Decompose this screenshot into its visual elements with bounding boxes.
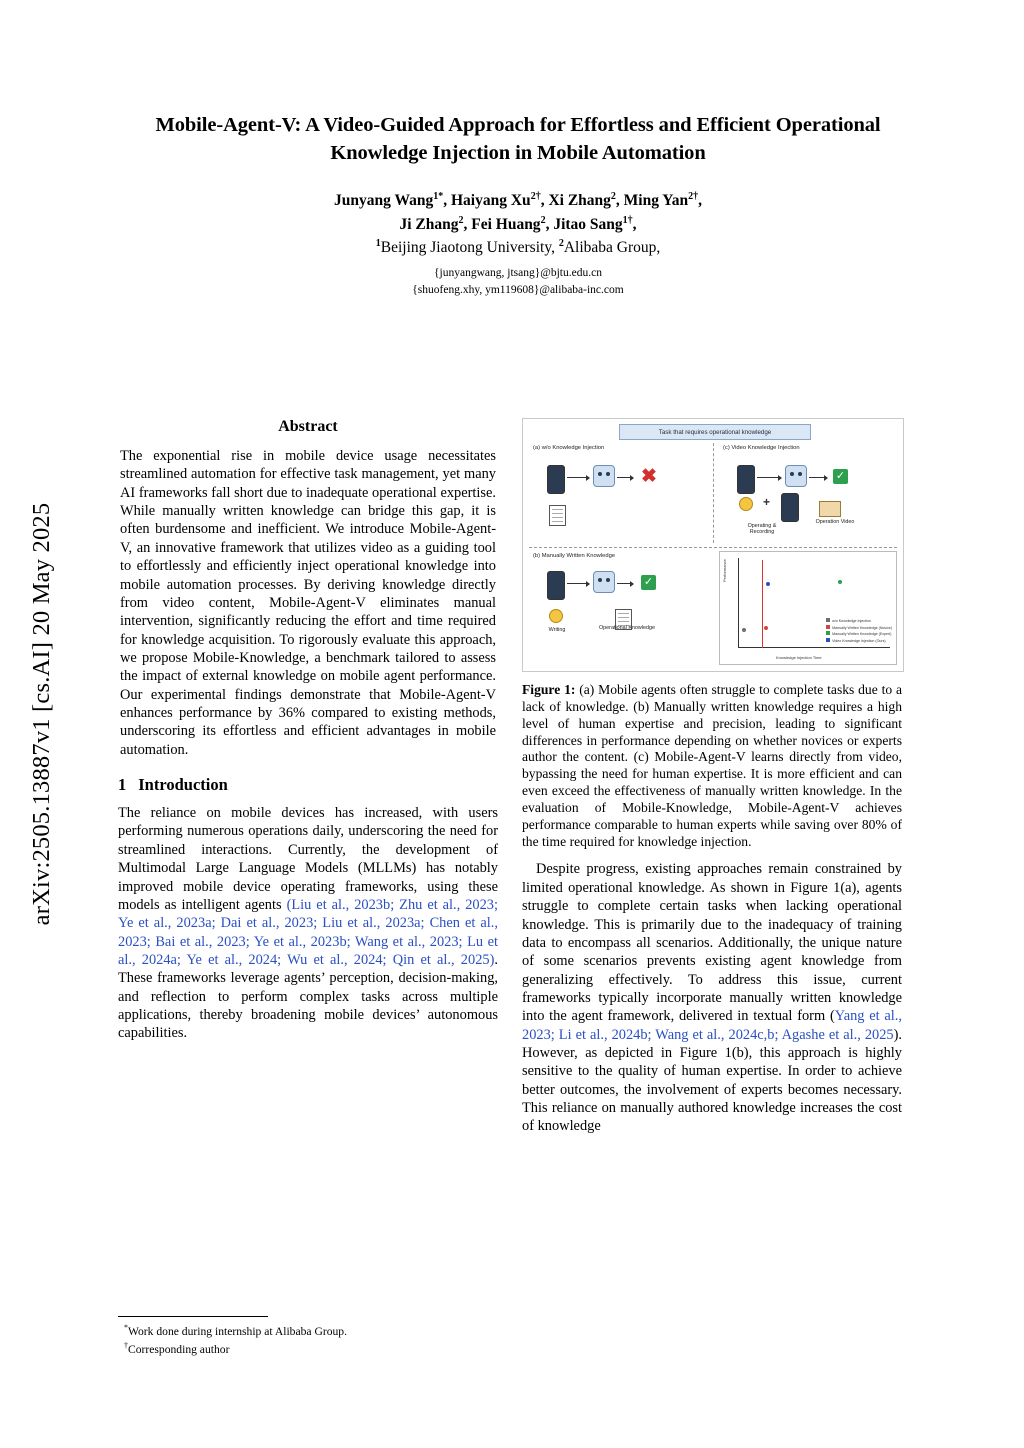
arrow-icon bbox=[567, 583, 589, 584]
footnotes bbox=[118, 1322, 498, 1358]
legend-item bbox=[826, 631, 892, 637]
abstract-text: The exponential rise in mobile device usage necessitates streamlined automation for effective task management, yet many AI frameworks fall short due to inadequate operational expertise. While manually written knowledge can bridge this gap, it is often burdensome and inefficient. We introduce Mobile-Agent-V, an innovative framework that utilizes video as a guiding tool to effortlessly and efficiently inject operational knowledge into mobile automation processes. By deriving knowledge directly from video content, Mobile-Agent-V eliminates manual intervention, significantly reducing the effort and time required for knowledge acquisition. To rigorously evaluate this approach, we propose Mobile-Knowledge, a benchmark tailored to assess the impact of external knowledge on mobile agent performance. Our experimental findings demonstrate that Mobile-Agent-V enhances performance by 36% compared to existing methods, underscoring its effortless and efficient advantages in mobile automation. bbox=[120, 448, 496, 758]
intro-p1-text-a: The reliance on mobile devices has increased, with users performing numerous operations daily, underscoring the need for streamlined interactions. Currently, the development of Multimodal Large Language Models (MLLMs) has notably improved mobile device operating frameworks, using these models as intelligent agents bbox=[118, 805, 498, 913]
author-separator: , bbox=[632, 215, 637, 233]
footnote-text-1: Work done during internship at Alibaba Group. bbox=[128, 1324, 347, 1338]
author-name: , Haiyang Xu bbox=[443, 192, 531, 210]
intro-p1-text-b: . These frameworks leverage agents’ perception, decision-making, and reflection to perform complex tasks across multiple applications, thereby broadening mobile devices’ autonomous capabilities. bbox=[118, 951, 498, 1042]
success-check-icon: ✓ bbox=[641, 575, 656, 590]
citation-group-1[interactable]: (Liu et al., 2023b; Zhu et al., 2023; Ye et al., 2023a; Dai et al., 2023; Liu et al., 2023a; Chen et al., 2023; Bai et al., 2023; Ye et al., 2023b; Wang et al., 2023; Lu et al., 2024a; Ye et al., 2024; Wu et al., 2024; Qin et al., 2025) bbox=[118, 896, 499, 968]
author-affil-marker: 2 bbox=[610, 191, 616, 203]
plus-icon: + bbox=[763, 495, 771, 509]
footnote-text-2: Corresponding author bbox=[128, 1342, 230, 1356]
author-separator: , bbox=[698, 192, 702, 210]
arrow-icon bbox=[567, 477, 589, 478]
phone-icon bbox=[547, 571, 565, 600]
intro-p2-text-b: ). However, as depicted in Figure 1(b), this approach is highly sensitive to the quality of human expertise. In order to achieve better outcomes, the involvement of experts becomes necessary. This reliance on manually authored knowledge increases the cost of knowledge bbox=[522, 1026, 902, 1135]
email-block bbox=[118, 265, 918, 301]
legend-label: Video Knowledge Injection (Ours) bbox=[832, 638, 886, 643]
author-affil-marker: 1† bbox=[622, 214, 633, 226]
paper-header bbox=[118, 112, 918, 300]
email-line-2: {shuofeng.xhy, ym119608}@alibaba-inc.com bbox=[412, 284, 624, 297]
expert-face-icon bbox=[739, 497, 753, 511]
footnote-marker-1: * bbox=[124, 1323, 128, 1332]
chart-marker-line bbox=[762, 560, 763, 648]
writing-label: Writing bbox=[548, 627, 566, 633]
affiliation-1: Beijing Jiaotong University, bbox=[380, 239, 559, 257]
chart-ylabel: Performance bbox=[722, 559, 727, 582]
chart-y-axis bbox=[738, 558, 739, 648]
novice-face-icon bbox=[549, 609, 563, 623]
affiliation-2: Alibaba Group, bbox=[563, 239, 661, 257]
operating-recording-label: Operating & Recording bbox=[747, 523, 777, 535]
figure-quadrant-c-label: (c) Video Knowledge Injection bbox=[723, 445, 800, 451]
operation-video-label: Operation Video bbox=[815, 519, 855, 525]
figure-quadrant-b-label: (b) Manually Written Knowledge bbox=[533, 553, 616, 559]
intro-paragraph-2 bbox=[522, 860, 902, 1135]
phone-icon bbox=[781, 493, 799, 522]
chart-legend bbox=[826, 618, 892, 644]
figure-task-banner: Task that requires operational knowledge bbox=[619, 424, 811, 440]
intro-p2-text-a: Despite progress, existing approaches remain constrained by limited operational knowledge. As shown in Figure 1(a), agents struggle to complete certain tasks when lacking operational knowledge. This is primarily due to the inadequacy of training data to encompass all scenarios. Additionally, the unique nature of some scenarios prevents existing agent knowledge from generalizing effectively. To address this issue, current frameworks typically incorporate manually written knowledge into the agent framework, delivered in textual form ( bbox=[522, 861, 902, 1025]
section-heading-introduction bbox=[118, 775, 498, 795]
author-name: , Ming Yan bbox=[615, 192, 689, 210]
arrow-icon bbox=[617, 477, 633, 478]
author-name: , Jitao Sang bbox=[545, 215, 623, 233]
chart-point-video bbox=[766, 582, 770, 586]
chart-point-novice bbox=[764, 626, 768, 630]
affiliation-line bbox=[118, 236, 918, 259]
citation-group-2[interactable]: Yang et al., 2023; Li et al., 2024b; Wang et al., 2024c,b; Agashe et al., 2025 bbox=[522, 1008, 903, 1043]
video-icon bbox=[819, 501, 841, 517]
agent-robot-icon bbox=[785, 465, 807, 487]
figure-quadrant-a-label: (a) w/o Knowledge Injection bbox=[533, 445, 605, 451]
author-name: , Fei Huang bbox=[463, 215, 541, 233]
author-line-2 bbox=[118, 213, 918, 236]
legend-label: Manually Written Knowledge (Expert) bbox=[832, 632, 892, 637]
affil-marker-2: 2 bbox=[558, 238, 564, 250]
figure-1 bbox=[522, 418, 902, 850]
author-affil-marker: 2† bbox=[688, 191, 699, 203]
figure-1-image bbox=[522, 418, 904, 672]
author-name: Ji Zhang bbox=[399, 215, 459, 233]
author-affil-marker: 2† bbox=[530, 191, 541, 203]
affil-marker-1: 1 bbox=[375, 238, 381, 250]
intro-paragraph-1 bbox=[118, 804, 498, 1043]
author-name: Junyang Wang bbox=[334, 192, 434, 210]
author-affil-marker: 2 bbox=[458, 214, 464, 226]
figure-1-caption bbox=[522, 682, 902, 850]
chart-point-expert bbox=[838, 580, 842, 584]
success-check-icon: ✓ bbox=[833, 469, 848, 484]
figure-performance-chart bbox=[719, 551, 897, 665]
figure-divider-vertical bbox=[713, 443, 714, 543]
document-icon bbox=[549, 505, 566, 526]
arxiv-stamp: arXiv:2505.13887v1 [cs.AI] 20 May 2025 bbox=[28, 502, 55, 926]
footnote-1 bbox=[124, 1322, 498, 1340]
phone-icon bbox=[547, 465, 565, 494]
legend-label: Manually Written Knowledge (Novice) bbox=[832, 625, 892, 630]
footnote-2 bbox=[124, 1340, 498, 1358]
author-name: , Xi Zhang bbox=[540, 192, 611, 210]
abstract-heading: Abstract bbox=[278, 418, 338, 435]
figure-divider-horizontal bbox=[529, 547, 897, 548]
arrow-icon bbox=[809, 477, 827, 478]
section-number: 1 bbox=[118, 775, 127, 795]
footnote-divider bbox=[118, 1316, 268, 1317]
arrow-icon bbox=[757, 477, 781, 478]
figure-label: Figure 1: bbox=[522, 682, 576, 697]
chart-x-axis bbox=[738, 647, 890, 648]
chart-point-no-knowledge bbox=[742, 628, 746, 632]
agent-robot-icon bbox=[593, 465, 615, 487]
section-title: Introduction bbox=[138, 775, 228, 795]
failure-cross-icon: ✖ bbox=[641, 466, 657, 487]
agent-robot-icon bbox=[593, 571, 615, 593]
right-column bbox=[522, 418, 902, 1145]
figure-caption-text: (a) Mobile agents often struggle to complete tasks due to a lack of knowledge. (b) Manually written knowledge requires a high level of human expertise and precision, leading to significant differences in performance depending on whether novices or experts author the content. (c) Mobile-Agent-V learns directly from video, bypassing the need for human expertise. It is more efficient and can even exceed the effectiveness of manually written knowledge. In the evaluation of Mobile-Knowledge, Mobile-Agent-V achieves performance comparable to human experts while saving over 80% of the time required for knowledge injection. bbox=[522, 682, 902, 849]
body-columns bbox=[118, 418, 918, 1378]
email-line-1: {junyangwang, jtsang}@bjtu.edu.cn bbox=[434, 266, 602, 279]
author-line-1 bbox=[118, 189, 918, 212]
author-affil-marker: 1* bbox=[433, 191, 444, 203]
chart-xlabel: Knowledge Injection Time bbox=[776, 655, 822, 660]
page-title: Mobile-Agent-V: A Video-Guided Approach for Effortless and Efficient Operational Knowledge Injection in Mobile Automation bbox=[155, 114, 881, 164]
legend-item bbox=[826, 638, 892, 644]
footnote-marker-2: † bbox=[124, 1340, 128, 1350]
author-affil-marker: 2 bbox=[540, 214, 546, 226]
author-list bbox=[118, 189, 918, 259]
arrow-icon bbox=[617, 583, 633, 584]
operational-knowledge-label: Operational Knowledge bbox=[598, 625, 656, 631]
left-column bbox=[118, 418, 498, 1052]
phone-icon bbox=[737, 465, 755, 494]
legend-label: w/o Knowledge Injection bbox=[832, 619, 871, 624]
